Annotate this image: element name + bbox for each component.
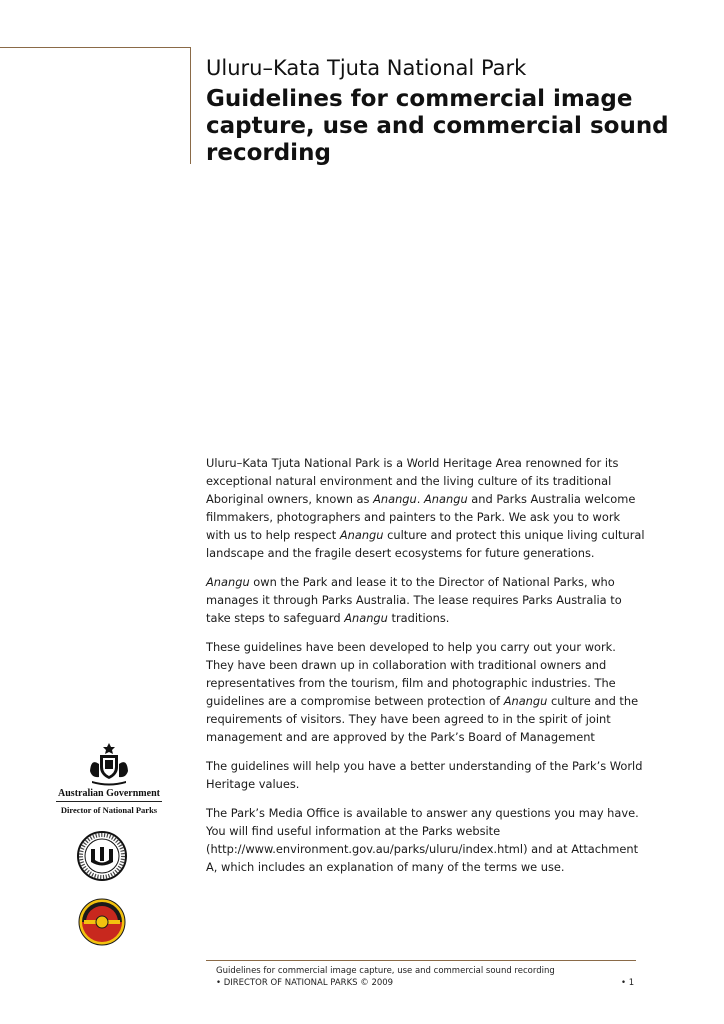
anangu-term: Anangu — [424, 492, 468, 506]
intro-paragraph-1: Uluru–Kata Tjuta National Park is a World Heritage Area renowned for its exceptional natural environment and the living culture of its traditional Aboriginal owners, known as Anangu. Anangu and Parks Australia welcome filmmakers, photographers and painters to the Park. We ask you to work with us to help respect Anangu culture and protect this unique living cultural landscape and the fragile desert ecosystems for future generations. — [206, 456, 645, 560]
world-heritage-emblem-icon — [76, 830, 128, 882]
coat-of-arms-icon — [83, 742, 135, 786]
intro-text — [206, 454, 646, 887]
australian-government-logo — [54, 742, 164, 815]
anangu-term: Anangu — [339, 528, 384, 542]
header-rule-horizontal — [0, 47, 190, 48]
logo-divider — [56, 801, 162, 802]
intro-paragraph-3: These guidelines have been developed to help you carry out your work. They have been drawn up in collaboration with traditional owners and representatives from the tourism, film and photographic industries. The guidelines are a compromise between protection of Anangu culture and the requirements of visitors. They have been agreed to in the spirit of joint management and are approved by the Park’s Board of Management — [206, 640, 639, 744]
director-name: Director of National Parks — [60, 805, 158, 815]
page-number: • 1 — [621, 978, 635, 988]
intro-paragraph-4: The guidelines will help you have a better understanding of the Park’s World Heritage values. — [206, 759, 643, 791]
park-name: Uluru–Kata Tjuta National Park — [206, 56, 527, 80]
header-rule-vertical — [190, 47, 191, 164]
intro-paragraph-2: Anangu own the Park and lease it to the Director of National Parks, who manages it through Parks Australia. The lease requires Parks Australia to take steps to safeguard Anangu traditions. — [206, 575, 622, 625]
intro-paragraph-5: The Park’s Media Office is available to answer any questions you may have. You will find useful information at the Parks website (http://www.environment.gov.au/parks/uluru/index.html) and at Attachment A, which includes an explanation of many of the terms we use. — [206, 806, 639, 874]
anangu-term: Anangu — [503, 694, 548, 708]
footer-rule — [206, 960, 636, 961]
anangu-term: Anangu — [344, 611, 388, 625]
footer-copyright: • DIRECTOR OF NATIONAL PARKS © 2009 — [216, 978, 394, 988]
uluru-kata-tjuta-badge-icon — [78, 898, 126, 946]
document-title: Guidelines for commercial image capture, use and commercial sound recording — [206, 86, 669, 166]
anangu-term: Anangu — [373, 492, 417, 506]
anangu-term: Anangu — [206, 575, 250, 589]
footer-document-title: Guidelines for commercial image capture, use and commercial sound recording — [216, 966, 555, 976]
government-name: Australian Government — [58, 788, 160, 799]
